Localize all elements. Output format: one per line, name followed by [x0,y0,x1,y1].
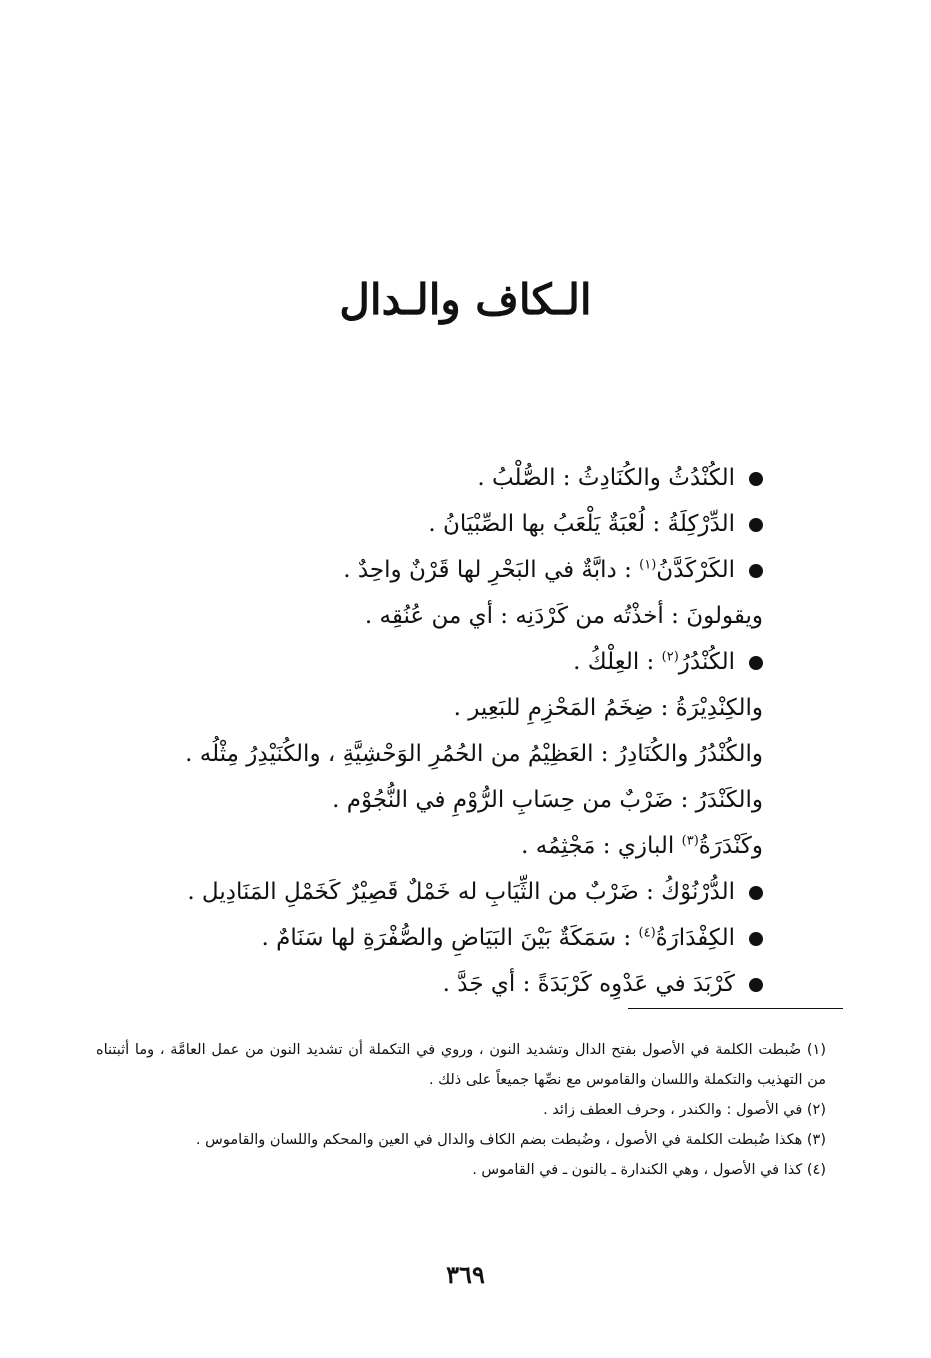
dictionary-entries [123,455,763,1007]
entry-text: ويقولونَ : أخذْتُه من كَرْدَنِه : أي من عُنُقِه . [364,603,763,629]
entry-3 [123,547,763,593]
entry-10 [123,869,763,915]
entry-8 [123,777,763,823]
entry-2 [123,501,763,547]
entry-text: الكِفْدَارَةُ [655,925,735,951]
entry-text: الكُنْدُرُ [678,649,735,675]
footnote-3: (٣) هكذا ضُبطت الكلمة في الأصول ، وضُبطت بضم الكاف والدال في العين والمحكم واللسان والقاموس . [195,1132,826,1148]
entry-11 [123,915,763,961]
footnote-divider [628,1008,843,1009]
footnote-4: (٤) كذا في الأصول ، وهي الكندارة ـ بالنون ـ في القاموس . [472,1162,826,1178]
footnote-ref: (٣) [681,833,699,849]
entry-text: وكَنْدَرَةُ [698,833,763,859]
entry-text: الكَرْكَدَّنُ [656,557,735,583]
bullet-icon [749,886,763,900]
entry-text: والكِنْدِيْرَةُ : ضِخَمُ المَحْزِمِ للبَعِير . [453,695,763,721]
footnote-ref: (٢) [661,649,679,665]
entry-text: والكَنْدَرُ : ضَرْبٌ من حِسَابِ الرُّوْمِ في النُّجُوْم . [332,787,763,813]
entry-text-rest: : سَمَكَةٌ بَيْنَ البَيَاضِ والصُّفْرَةِ لها سَنَامٌ . [261,925,639,951]
bullet-icon [749,978,763,992]
entry-text-rest: : العِلْكُ . [573,649,662,675]
entry-text: والكُنْدُرُ والكُنَادِرُ : العَظِيْمُ من الحُمُرِ الوَحْشِيَّةِ ، والكُنَيْدِرُ مِثْلُه . [185,741,763,767]
entry-6 [123,685,763,731]
page-number: ٣٦٩ [446,1260,485,1289]
entry-12 [123,961,763,1007]
entry-text: الدُّرْنُوْكُ : ضَرْبٌ من الثِّيَابِ له خَمْلٌ قَصِيْرٌ كَخَمْلِ المَنَادِيل . [187,879,735,905]
footnote-ref: (٤) [638,925,656,941]
entry-5 [123,639,763,685]
entry-7 [123,731,763,777]
footnote-1: (١) ضُبطت الكلمة في الأصول بفتح الدال وتشديد النون ، وروي في التكملة أن تشديد النون من عمل العامَّة ، وما أثبتناه من التهذيب والتكملة واللسان والقاموس مع نصِّها جميعاً على ذلك . [96,1042,826,1088]
entry-9 [123,823,763,869]
bullet-icon [749,932,763,946]
entry-text: الدِّرْكِلَةُ : لُعْبَةٌ يَلْعَبُ بها الصِّبْيَانُ . [428,511,735,537]
entry-text-rest: : دابَّةٌ في البَحْرِ لها قَرْنٌ واحِدٌ . [343,557,640,583]
footnote-ref: (١) [639,557,657,573]
bullet-icon [749,472,763,486]
entry-4 [123,593,763,639]
bullet-icon [749,518,763,532]
entry-text: الكُنْدُثُ والكُنَادِثُ : الصُّلْبُ . [477,465,735,491]
entry-text: كَرْبَدَ في عَدْوِه كَرْبَدَةً : أي جَدَّ . [442,971,735,997]
entry-text-rest: البازي : مَجْثِمُه . [521,833,682,859]
bullet-icon [749,564,763,578]
chapter-title: الـكاف والـدال [339,275,592,324]
footnote-2: (٢) في الأصول : والكندر ، وحرف العطف زائد . [543,1102,826,1118]
footnotes [96,1035,826,1185]
bullet-icon [749,656,763,670]
entry-1 [123,455,763,501]
